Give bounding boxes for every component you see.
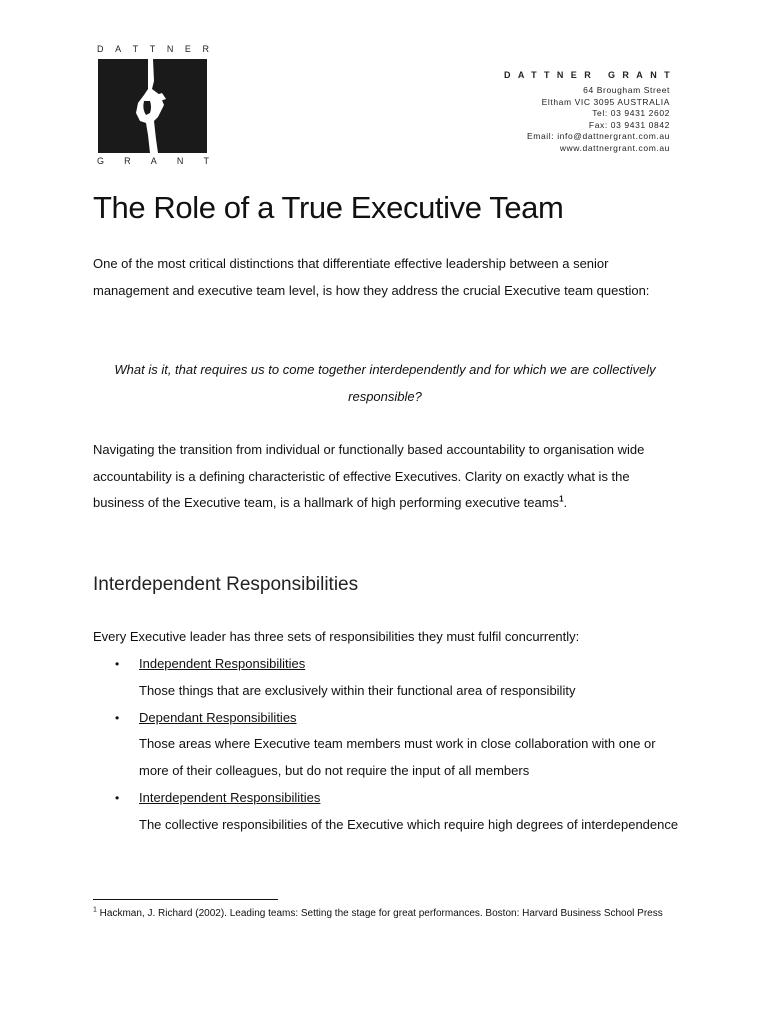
address-line-1: 64 Brougham Street <box>583 85 670 95</box>
fax: Fax: 03 9431 0842 <box>588 119 670 130</box>
bullet-icon: • <box>115 657 120 671</box>
responsibilities-intro: Every Executive leader has three sets of responsibilities they must fulfil concurrently: <box>93 629 580 644</box>
section-heading: Interdependent Responsibilities <box>93 574 359 595</box>
transition-paragraph: Navigating the transition from individual or functionally based accountability to organisation wide accountability is a defining characteristic of effective Executives. Clarity on exactly what is the business of the Executive team, is a hallmark of high performing executive teams$^1$. <box>93 442 645 511</box>
document-title: The Role of a True Executive Team <box>93 190 564 225</box>
logo-figure-icon <box>98 59 207 153</box>
logo-mark <box>98 59 207 153</box>
list-item <box>93 705 683 785</box>
logo-bottom-letters: G R A N T <box>97 156 209 166</box>
list-item <box>93 651 683 705</box>
telephone: Tel: 03 9431 2602 <box>592 108 670 119</box>
list-item <box>93 785 683 839</box>
footnote: $^1$ Hackman, J. Richard (2002). Leading teams: Setting the stage for great performances. Boston: Harvard Business School Press <box>93 906 663 919</box>
company-name: DATTNER GRANT <box>503 70 677 80</box>
bullet-icon: • <box>115 790 120 805</box>
responsibility-title: Independent Responsibilities <box>139 656 306 671</box>
website: www.dattnergrant.com.au <box>559 142 670 153</box>
responsibility-title: Dependant Responsibilities <box>139 709 297 725</box>
responsibilities-list <box>93 651 683 839</box>
responsibility-description: Those areas where Executive team members must work in close collaboration with one or more of their colleagues, but do not require the input of all members <box>139 736 656 779</box>
dattner-grant-logo <box>97 44 211 166</box>
footnote-marker: 1 <box>93 906 97 914</box>
bullet-icon: • <box>115 710 120 725</box>
address-line-2: Eltham VIC 3095 AUSTRALIA <box>541 96 670 107</box>
responsibility-description: The collective responsibilities of the Executive which require high degrees of interdependence <box>139 816 679 832</box>
footnote-divider <box>93 899 278 900</box>
logo-top-letters: D A T T N E R <box>97 44 209 54</box>
responsibility-title: Interdependent Responsibilities <box>139 789 321 805</box>
letterhead <box>503 70 677 155</box>
footnote-reference: 1 <box>559 494 564 504</box>
responsibility-description: Those things that are exclusively within their functional area of responsibility <box>139 682 576 698</box>
email: Email: info@dattnergrant.com.au <box>527 131 670 142</box>
intro-paragraph: One of the most critical distinctions that differentiate effective leadership between a senior management and executive team level, is how they address the crucial Executive team question: <box>93 256 650 298</box>
key-question-quote: What is it, that requires us to come together interdependently and for which we are collectively responsible? <box>114 362 656 404</box>
